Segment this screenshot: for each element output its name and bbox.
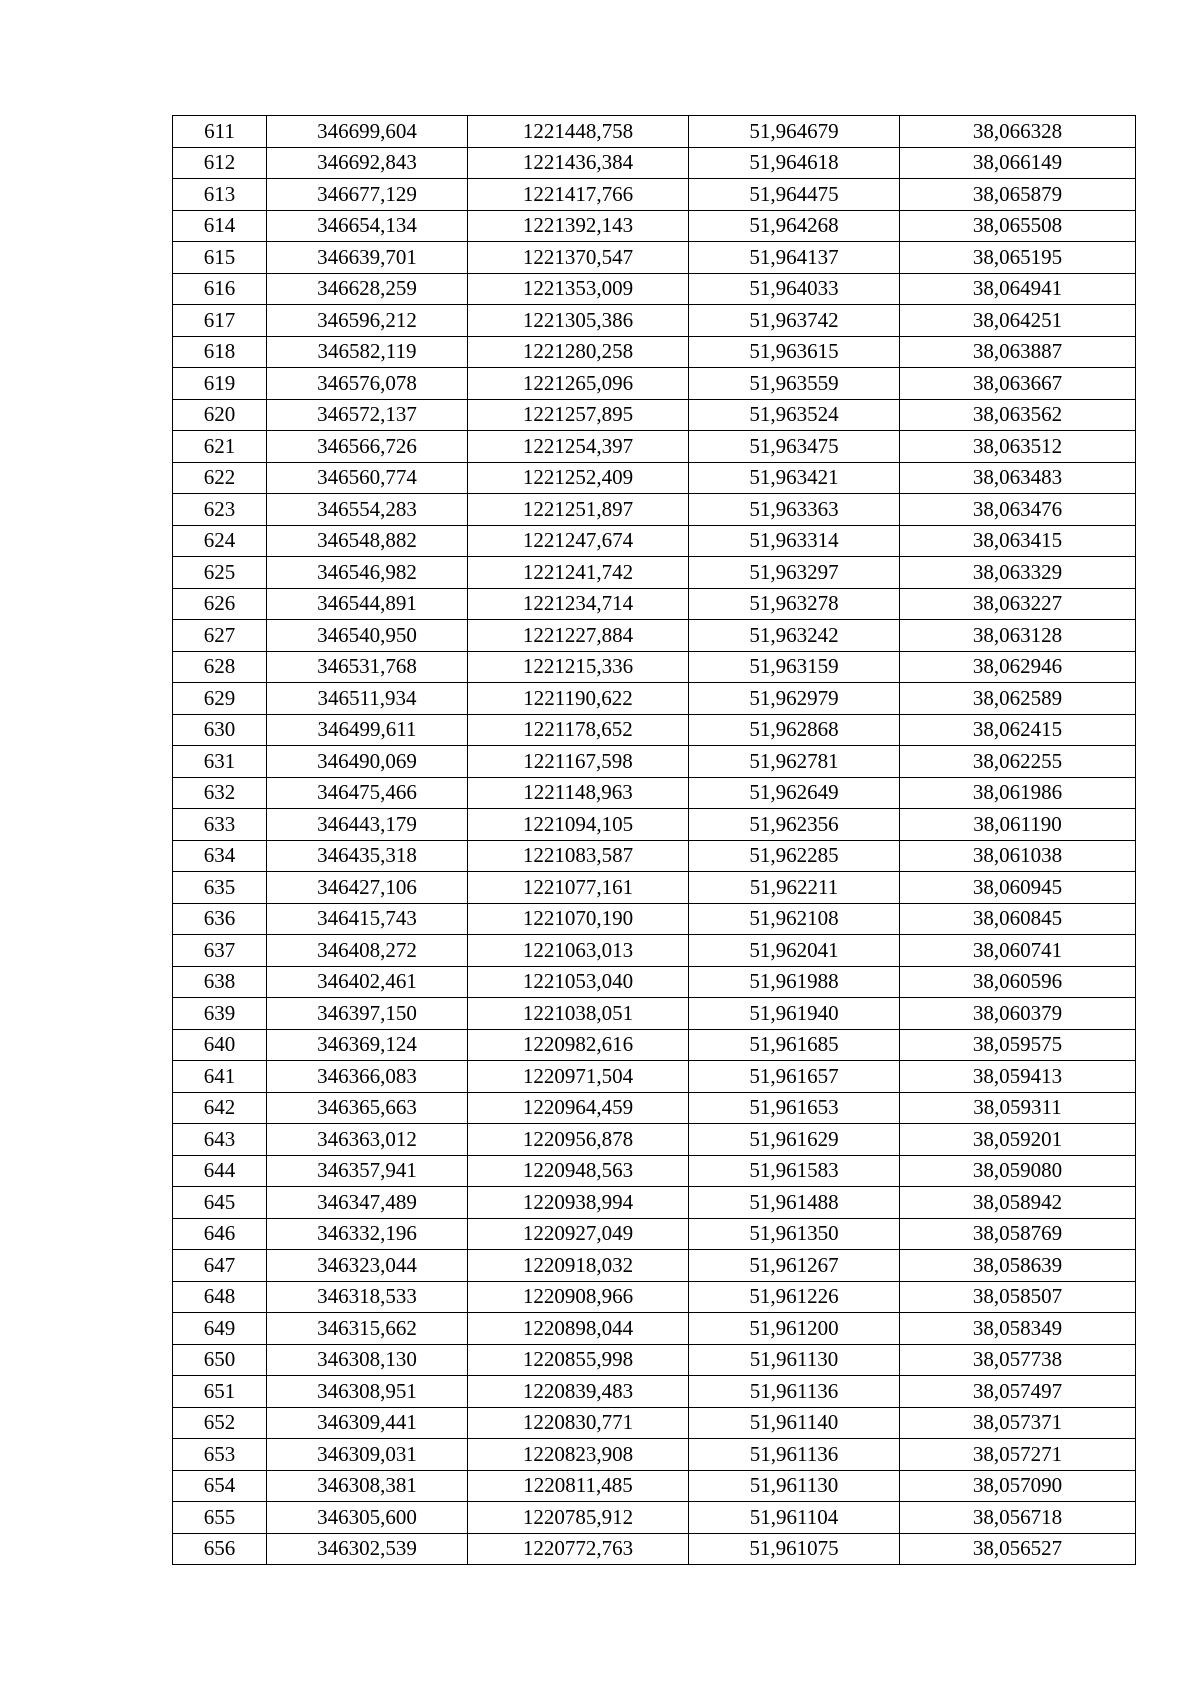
y-coordinate-cell: 1221227,884: [468, 620, 689, 652]
table-row: [173, 1376, 1136, 1408]
latitude-cell: 51,962356: [689, 809, 900, 841]
x-coordinate-cell: 346305,600: [267, 1502, 468, 1534]
x-coordinate-cell: 346315,662: [267, 1313, 468, 1345]
y-coordinate-cell: 1221094,105: [468, 809, 689, 841]
longitude-cell: 38,063227: [900, 588, 1136, 620]
x-coordinate-cell: 346531,768: [267, 651, 468, 683]
point-number-cell: 634: [173, 840, 267, 872]
table-row: [173, 242, 1136, 274]
point-number-cell: 627: [173, 620, 267, 652]
latitude-cell: 51,963297: [689, 557, 900, 589]
latitude-cell: 51,964033: [689, 273, 900, 305]
x-coordinate-cell: 346365,663: [267, 1092, 468, 1124]
longitude-cell: 38,058349: [900, 1313, 1136, 1345]
point-number-cell: 632: [173, 777, 267, 809]
table-row: [173, 1502, 1136, 1534]
table-row: [173, 1439, 1136, 1471]
latitude-cell: 51,961488: [689, 1187, 900, 1219]
x-coordinate-cell: 346308,130: [267, 1344, 468, 1376]
table-row: [173, 1218, 1136, 1250]
x-coordinate-cell: 346475,466: [267, 777, 468, 809]
x-coordinate-cell: 346309,031: [267, 1439, 468, 1471]
latitude-cell: 51,961629: [689, 1124, 900, 1156]
x-coordinate-cell: 346582,119: [267, 336, 468, 368]
y-coordinate-cell: 1221178,652: [468, 714, 689, 746]
point-number-cell: 651: [173, 1376, 267, 1408]
x-coordinate-cell: 346415,743: [267, 903, 468, 935]
latitude-cell: 51,962211: [689, 872, 900, 904]
table-row: [173, 494, 1136, 526]
latitude-cell: 51,961140: [689, 1407, 900, 1439]
x-coordinate-cell: 346596,212: [267, 305, 468, 337]
y-coordinate-cell: 1220971,504: [468, 1061, 689, 1093]
x-coordinate-cell: 346347,489: [267, 1187, 468, 1219]
y-coordinate-cell: 1221265,096: [468, 368, 689, 400]
table-row: [173, 588, 1136, 620]
point-number-cell: 638: [173, 966, 267, 998]
table-row: [173, 1250, 1136, 1282]
longitude-cell: 38,063562: [900, 399, 1136, 431]
point-number-cell: 629: [173, 683, 267, 715]
y-coordinate-cell: 1220918,032: [468, 1250, 689, 1282]
y-coordinate-cell: 1221070,190: [468, 903, 689, 935]
y-coordinate-cell: 1220898,044: [468, 1313, 689, 1345]
x-coordinate-cell: 346554,283: [267, 494, 468, 526]
point-number-cell: 654: [173, 1470, 267, 1502]
y-coordinate-cell: 1221252,409: [468, 462, 689, 494]
table-row: [173, 998, 1136, 1030]
table-row: [173, 1533, 1136, 1565]
longitude-cell: 38,062946: [900, 651, 1136, 683]
point-number-cell: 656: [173, 1533, 267, 1565]
table-row: [173, 147, 1136, 179]
table-row: [173, 872, 1136, 904]
latitude-cell: 51,961267: [689, 1250, 900, 1282]
point-number-cell: 620: [173, 399, 267, 431]
longitude-cell: 38,065508: [900, 210, 1136, 242]
point-number-cell: 655: [173, 1502, 267, 1534]
x-coordinate-cell: 346499,611: [267, 714, 468, 746]
latitude-cell: 51,963421: [689, 462, 900, 494]
y-coordinate-cell: 1221370,547: [468, 242, 689, 274]
table-row: [173, 1092, 1136, 1124]
latitude-cell: 51,962781: [689, 746, 900, 778]
y-coordinate-cell: 1221305,386: [468, 305, 689, 337]
table-row: [173, 179, 1136, 211]
y-coordinate-cell: 1221257,895: [468, 399, 689, 431]
x-coordinate-cell: 346699,604: [267, 116, 468, 148]
point-number-cell: 648: [173, 1281, 267, 1313]
longitude-cell: 38,063512: [900, 431, 1136, 463]
latitude-cell: 51,964137: [689, 242, 900, 274]
x-coordinate-cell: 346566,726: [267, 431, 468, 463]
x-coordinate-cell: 346308,951: [267, 1376, 468, 1408]
longitude-cell: 38,056718: [900, 1502, 1136, 1534]
longitude-cell: 38,060379: [900, 998, 1136, 1030]
coordinates-table-body: [173, 116, 1136, 1565]
x-coordinate-cell: 346544,891: [267, 588, 468, 620]
latitude-cell: 51,964618: [689, 147, 900, 179]
table-row: [173, 1344, 1136, 1376]
table-row: [173, 1407, 1136, 1439]
longitude-cell: 38,065195: [900, 242, 1136, 274]
latitude-cell: 51,963742: [689, 305, 900, 337]
point-number-cell: 623: [173, 494, 267, 526]
y-coordinate-cell: 1221254,397: [468, 431, 689, 463]
longitude-cell: 38,065879: [900, 179, 1136, 211]
longitude-cell: 38,059311: [900, 1092, 1136, 1124]
table-row: [173, 210, 1136, 242]
point-number-cell: 652: [173, 1407, 267, 1439]
longitude-cell: 38,063476: [900, 494, 1136, 526]
x-coordinate-cell: 346323,044: [267, 1250, 468, 1282]
point-number-cell: 644: [173, 1155, 267, 1187]
latitude-cell: 51,961136: [689, 1439, 900, 1471]
longitude-cell: 38,062415: [900, 714, 1136, 746]
point-number-cell: 649: [173, 1313, 267, 1345]
y-coordinate-cell: 1221241,742: [468, 557, 689, 589]
point-number-cell: 650: [173, 1344, 267, 1376]
latitude-cell: 51,961226: [689, 1281, 900, 1313]
longitude-cell: 38,060596: [900, 966, 1136, 998]
point-number-cell: 619: [173, 368, 267, 400]
longitude-cell: 38,061190: [900, 809, 1136, 841]
point-number-cell: 616: [173, 273, 267, 305]
y-coordinate-cell: 1221190,622: [468, 683, 689, 715]
x-coordinate-cell: 346511,934: [267, 683, 468, 715]
point-number-cell: 618: [173, 336, 267, 368]
x-coordinate-cell: 346318,533: [267, 1281, 468, 1313]
table-row: [173, 683, 1136, 715]
point-number-cell: 611: [173, 116, 267, 148]
point-number-cell: 631: [173, 746, 267, 778]
y-coordinate-cell: 1220948,563: [468, 1155, 689, 1187]
x-coordinate-cell: 346576,078: [267, 368, 468, 400]
latitude-cell: 51,961136: [689, 1376, 900, 1408]
latitude-cell: 51,963242: [689, 620, 900, 652]
table-row: [173, 116, 1136, 148]
y-coordinate-cell: 1221053,040: [468, 966, 689, 998]
x-coordinate-cell: 346692,843: [267, 147, 468, 179]
latitude-cell: 51,961130: [689, 1470, 900, 1502]
latitude-cell: 51,962108: [689, 903, 900, 935]
table-row: [173, 399, 1136, 431]
latitude-cell: 51,962041: [689, 935, 900, 967]
y-coordinate-cell: 1221063,013: [468, 935, 689, 967]
x-coordinate-cell: 346363,012: [267, 1124, 468, 1156]
point-number-cell: 647: [173, 1250, 267, 1282]
latitude-cell: 51,961940: [689, 998, 900, 1030]
longitude-cell: 38,061986: [900, 777, 1136, 809]
point-number-cell: 639: [173, 998, 267, 1030]
latitude-cell: 51,961350: [689, 1218, 900, 1250]
table-row: [173, 777, 1136, 809]
longitude-cell: 38,060945: [900, 872, 1136, 904]
point-number-cell: 628: [173, 651, 267, 683]
longitude-cell: 38,064941: [900, 273, 1136, 305]
y-coordinate-cell: 1221167,598: [468, 746, 689, 778]
y-coordinate-cell: 1221436,384: [468, 147, 689, 179]
latitude-cell: 51,963363: [689, 494, 900, 526]
x-coordinate-cell: 346628,259: [267, 273, 468, 305]
y-coordinate-cell: 1220908,966: [468, 1281, 689, 1313]
table-row: [173, 273, 1136, 305]
table-row: [173, 840, 1136, 872]
longitude-cell: 38,058507: [900, 1281, 1136, 1313]
y-coordinate-cell: 1220839,483: [468, 1376, 689, 1408]
longitude-cell: 38,059080: [900, 1155, 1136, 1187]
longitude-cell: 38,056527: [900, 1533, 1136, 1565]
latitude-cell: 51,961130: [689, 1344, 900, 1376]
latitude-cell: 51,961200: [689, 1313, 900, 1345]
point-number-cell: 636: [173, 903, 267, 935]
y-coordinate-cell: 1221077,161: [468, 872, 689, 904]
longitude-cell: 38,066149: [900, 147, 1136, 179]
x-coordinate-cell: 346435,318: [267, 840, 468, 872]
point-number-cell: 645: [173, 1187, 267, 1219]
longitude-cell: 38,063887: [900, 336, 1136, 368]
point-number-cell: 625: [173, 557, 267, 589]
y-coordinate-cell: 1221215,336: [468, 651, 689, 683]
longitude-cell: 38,061038: [900, 840, 1136, 872]
point-number-cell: 617: [173, 305, 267, 337]
longitude-cell: 38,058769: [900, 1218, 1136, 1250]
table-row: [173, 305, 1136, 337]
table-row: [173, 368, 1136, 400]
latitude-cell: 51,963524: [689, 399, 900, 431]
point-number-cell: 614: [173, 210, 267, 242]
longitude-cell: 38,063667: [900, 368, 1136, 400]
x-coordinate-cell: 346332,196: [267, 1218, 468, 1250]
latitude-cell: 51,964268: [689, 210, 900, 242]
latitude-cell: 51,961988: [689, 966, 900, 998]
table-row: [173, 714, 1136, 746]
latitude-cell: 51,963559: [689, 368, 900, 400]
latitude-cell: 51,963159: [689, 651, 900, 683]
latitude-cell: 51,961685: [689, 1029, 900, 1061]
point-number-cell: 653: [173, 1439, 267, 1471]
y-coordinate-cell: 1220785,912: [468, 1502, 689, 1534]
coordinates-table: [172, 115, 1136, 1565]
latitude-cell: 51,962868: [689, 714, 900, 746]
table-row: [173, 1281, 1136, 1313]
longitude-cell: 38,057738: [900, 1344, 1136, 1376]
longitude-cell: 38,059201: [900, 1124, 1136, 1156]
y-coordinate-cell: 1221448,758: [468, 116, 689, 148]
y-coordinate-cell: 1221234,714: [468, 588, 689, 620]
point-number-cell: 624: [173, 525, 267, 557]
x-coordinate-cell: 346308,381: [267, 1470, 468, 1502]
longitude-cell: 38,058639: [900, 1250, 1136, 1282]
latitude-cell: 51,963314: [689, 525, 900, 557]
y-coordinate-cell: 1221417,766: [468, 179, 689, 211]
longitude-cell: 38,063483: [900, 462, 1136, 494]
point-number-cell: 633: [173, 809, 267, 841]
table-row: [173, 809, 1136, 841]
x-coordinate-cell: 346369,124: [267, 1029, 468, 1061]
point-number-cell: 646: [173, 1218, 267, 1250]
latitude-cell: 51,961657: [689, 1061, 900, 1093]
point-number-cell: 613: [173, 179, 267, 211]
y-coordinate-cell: 1221148,963: [468, 777, 689, 809]
y-coordinate-cell: 1221392,143: [468, 210, 689, 242]
point-number-cell: 630: [173, 714, 267, 746]
latitude-cell: 51,963475: [689, 431, 900, 463]
table-row: [173, 1124, 1136, 1156]
latitude-cell: 51,961104: [689, 1502, 900, 1534]
point-number-cell: 642: [173, 1092, 267, 1124]
x-coordinate-cell: 346639,701: [267, 242, 468, 274]
longitude-cell: 38,057371: [900, 1407, 1136, 1439]
table-row: [173, 935, 1136, 967]
table-row: [173, 431, 1136, 463]
latitude-cell: 51,963278: [689, 588, 900, 620]
latitude-cell: 51,963615: [689, 336, 900, 368]
latitude-cell: 51,962285: [689, 840, 900, 872]
point-number-cell: 637: [173, 935, 267, 967]
longitude-cell: 38,063128: [900, 620, 1136, 652]
y-coordinate-cell: 1220855,998: [468, 1344, 689, 1376]
x-coordinate-cell: 346548,882: [267, 525, 468, 557]
x-coordinate-cell: 346540,950: [267, 620, 468, 652]
y-coordinate-cell: 1220811,485: [468, 1470, 689, 1502]
longitude-cell: 38,063329: [900, 557, 1136, 589]
x-coordinate-cell: 346357,941: [267, 1155, 468, 1187]
x-coordinate-cell: 346490,069: [267, 746, 468, 778]
x-coordinate-cell: 346366,083: [267, 1061, 468, 1093]
longitude-cell: 38,062255: [900, 746, 1136, 778]
x-coordinate-cell: 346443,179: [267, 809, 468, 841]
point-number-cell: 621: [173, 431, 267, 463]
latitude-cell: 51,964679: [689, 116, 900, 148]
point-number-cell: 612: [173, 147, 267, 179]
longitude-cell: 38,060845: [900, 903, 1136, 935]
table-row: [173, 1313, 1136, 1345]
y-coordinate-cell: 1220964,459: [468, 1092, 689, 1124]
y-coordinate-cell: 1221038,051: [468, 998, 689, 1030]
latitude-cell: 51,961653: [689, 1092, 900, 1124]
x-coordinate-cell: 346572,137: [267, 399, 468, 431]
table-row: [173, 1470, 1136, 1502]
table-row: [173, 336, 1136, 368]
x-coordinate-cell: 346427,106: [267, 872, 468, 904]
y-coordinate-cell: 1221083,587: [468, 840, 689, 872]
table-row: [173, 903, 1136, 935]
longitude-cell: 38,059413: [900, 1061, 1136, 1093]
table-row: [173, 525, 1136, 557]
longitude-cell: 38,058942: [900, 1187, 1136, 1219]
longitude-cell: 38,057497: [900, 1376, 1136, 1408]
x-coordinate-cell: 346560,774: [267, 462, 468, 494]
table-row: [173, 462, 1136, 494]
y-coordinate-cell: 1220956,878: [468, 1124, 689, 1156]
x-coordinate-cell: 346546,982: [267, 557, 468, 589]
y-coordinate-cell: 1221247,674: [468, 525, 689, 557]
y-coordinate-cell: 1220938,994: [468, 1187, 689, 1219]
table-row: [173, 1187, 1136, 1219]
point-number-cell: 643: [173, 1124, 267, 1156]
y-coordinate-cell: 1220982,616: [468, 1029, 689, 1061]
x-coordinate-cell: 346654,134: [267, 210, 468, 242]
longitude-cell: 38,059575: [900, 1029, 1136, 1061]
table-row: [173, 966, 1136, 998]
x-coordinate-cell: 346408,272: [267, 935, 468, 967]
latitude-cell: 51,961583: [689, 1155, 900, 1187]
point-number-cell: 640: [173, 1029, 267, 1061]
point-number-cell: 641: [173, 1061, 267, 1093]
longitude-cell: 38,057090: [900, 1470, 1136, 1502]
longitude-cell: 38,057271: [900, 1439, 1136, 1471]
x-coordinate-cell: 346677,129: [267, 179, 468, 211]
x-coordinate-cell: 346397,150: [267, 998, 468, 1030]
y-coordinate-cell: 1220830,771: [468, 1407, 689, 1439]
point-number-cell: 622: [173, 462, 267, 494]
point-number-cell: 626: [173, 588, 267, 620]
latitude-cell: 51,964475: [689, 179, 900, 211]
point-number-cell: 635: [173, 872, 267, 904]
table-row: [173, 1061, 1136, 1093]
y-coordinate-cell: 1221353,009: [468, 273, 689, 305]
y-coordinate-cell: 1220927,049: [468, 1218, 689, 1250]
longitude-cell: 38,063415: [900, 525, 1136, 557]
table-row: [173, 557, 1136, 589]
table-row: [173, 1029, 1136, 1061]
table-row: [173, 746, 1136, 778]
longitude-cell: 38,066328: [900, 116, 1136, 148]
table-row: [173, 620, 1136, 652]
x-coordinate-cell: 346402,461: [267, 966, 468, 998]
table-row: [173, 651, 1136, 683]
x-coordinate-cell: 346309,441: [267, 1407, 468, 1439]
latitude-cell: 51,962979: [689, 683, 900, 715]
point-number-cell: 615: [173, 242, 267, 274]
longitude-cell: 38,064251: [900, 305, 1136, 337]
longitude-cell: 38,062589: [900, 683, 1136, 715]
latitude-cell: 51,962649: [689, 777, 900, 809]
y-coordinate-cell: 1220772,763: [468, 1533, 689, 1565]
y-coordinate-cell: 1221280,258: [468, 336, 689, 368]
x-coordinate-cell: 346302,539: [267, 1533, 468, 1565]
y-coordinate-cell: 1221251,897: [468, 494, 689, 526]
y-coordinate-cell: 1220823,908: [468, 1439, 689, 1471]
longitude-cell: 38,060741: [900, 935, 1136, 967]
latitude-cell: 51,961075: [689, 1533, 900, 1565]
table-row: [173, 1155, 1136, 1187]
